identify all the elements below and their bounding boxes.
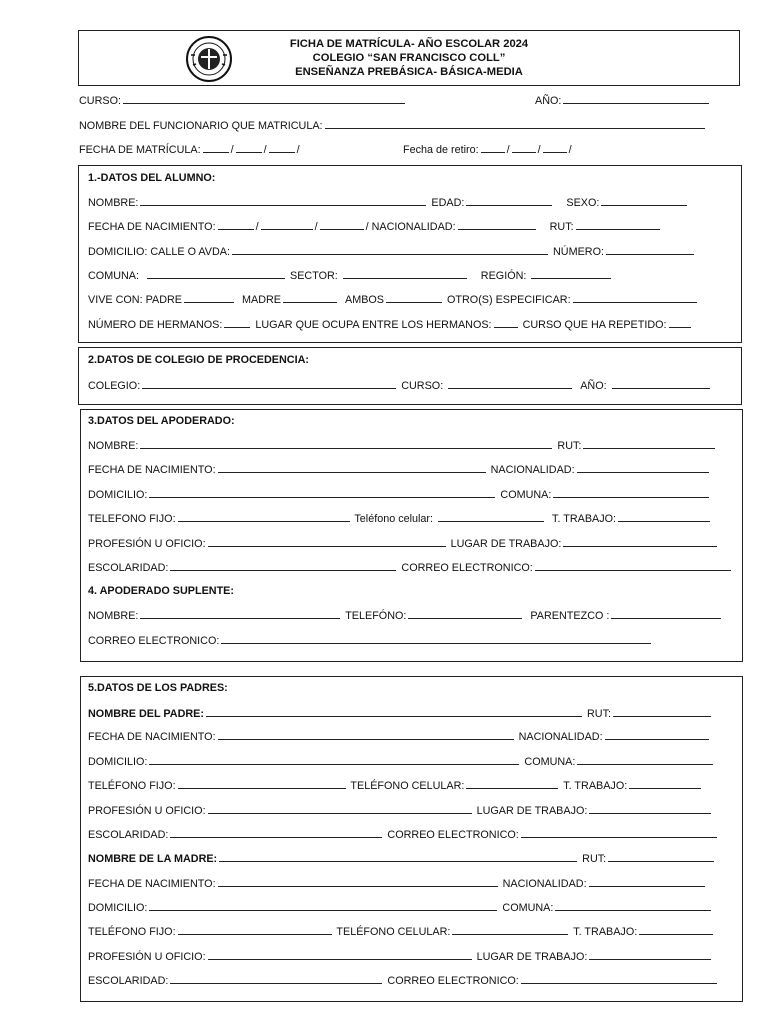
madre-nombre-field[interactable]	[219, 852, 577, 862]
apoderado-telefono-row	[88, 512, 712, 526]
madre-nombre-label: NOMBRE DE LA MADRE:	[88, 853, 218, 865]
apoderado-rut-field[interactable]	[583, 439, 715, 449]
apoderado-domicilio-field[interactable]	[149, 488, 495, 498]
fecha-matricula-day-field[interactable]	[203, 143, 229, 153]
apoderado-nombre-field[interactable]	[140, 439, 552, 449]
padre-escolaridad-row	[88, 828, 719, 842]
madre-correo-field[interactable]	[521, 974, 717, 984]
apoderado-tel-celular-field[interactable]	[438, 512, 544, 522]
madre-telefono-row	[88, 925, 715, 939]
padre-domicilio-field[interactable]	[149, 755, 519, 765]
apoderado-escolaridad-field[interactable]	[170, 561, 396, 571]
padre-fecha-nac-label: FECHA DE NACIMIENTO:	[88, 731, 216, 743]
suplente-row	[88, 609, 723, 623]
madre-escolaridad-field[interactable]	[170, 974, 382, 984]
padre-tel-fijo-field[interactable]	[178, 779, 346, 789]
anio-field[interactable]	[563, 94, 709, 104]
padre-fecha-nac-field[interactable]	[218, 730, 514, 740]
procedencia-anio-field[interactable]	[612, 379, 710, 389]
alumno-otros-field[interactable]	[573, 293, 697, 303]
procedencia-colegio-label: COLEGIO:	[88, 380, 141, 392]
padre-fecha-nac-row	[88, 730, 711, 744]
title-line-1: FICHA DE MATRÍCULA- AÑO ESCOLAR 2024	[289, 38, 529, 50]
procedencia-curso-field[interactable]	[448, 379, 572, 389]
apoderado-domicilio-label: DOMICILIO:	[88, 489, 148, 501]
apoderado-t-trabajo-field[interactable]	[618, 512, 710, 522]
alumno-nombre-row	[88, 196, 689, 210]
madre-tel-fijo-field[interactable]	[178, 925, 332, 935]
apoderado-nacionalidad-label: NACIONALIDAD:	[490, 464, 575, 476]
madre-profesion-field[interactable]	[208, 950, 472, 960]
padre-t-trabajo-field[interactable]	[629, 779, 701, 789]
padre-tel-celular-label: TELÉFONO CELULAR:	[350, 780, 465, 792]
alumno-sector-field[interactable]	[343, 269, 467, 279]
padre-escolaridad-field[interactable]	[170, 828, 382, 838]
alumno-fecha-nac-day-field[interactable]	[218, 220, 254, 230]
alumno-fecha-nac-year-field[interactable]	[320, 220, 364, 230]
madre-correo-label: CORREO ELECTRONICO:	[387, 975, 519, 987]
alumno-nombre-label: NOMBRE:	[88, 197, 139, 209]
curso-row	[79, 94, 407, 108]
padre-comuna-field[interactable]	[577, 755, 713, 765]
funcionario-label: NOMBRE DEL FUNCIONARIO QUE MATRICULA:	[79, 120, 323, 132]
apoderado-nacionalidad-field[interactable]	[577, 463, 709, 473]
apoderado-correo-label: CORREO ELECTRONICO:	[401, 562, 533, 574]
suplente-telefono-label: TELEFÓNO:	[345, 610, 407, 622]
padre-tel-fijo-label: TELÉFONO FIJO:	[88, 780, 176, 792]
padre-nombre-row	[88, 707, 713, 721]
madre-tel-celular-label: TELÉFONO CELULAR:	[336, 926, 451, 938]
apoderado-profesion-field[interactable]	[208, 537, 446, 547]
padre-nacionalidad-label: NACIONALIDAD:	[518, 731, 603, 743]
alumno-section-title: 1.-DATOS DEL ALUMNO:	[88, 172, 216, 184]
alumno-lugar-hermanos-label: LUGAR QUE OCUPA ENTRE LOS HERMANOS:	[255, 319, 492, 331]
alumno-fecha-nac-month-field[interactable]	[261, 220, 313, 230]
padre-nombre-label: NOMBRE DEL PADRE:	[88, 708, 204, 720]
padre-comuna-label: COMUNA:	[524, 756, 576, 768]
apoderado-fecha-nac-field[interactable]	[218, 463, 486, 473]
school-seal-icon	[183, 35, 235, 83]
madre-domicilio-row	[88, 901, 713, 915]
apoderado-profesion-label: PROFESIÓN U OFICIO:	[88, 538, 206, 550]
apoderado-escolaridad-label: ESCOLARIDAD:	[88, 562, 169, 574]
alumno-nacionalidad-field[interactable]	[458, 220, 536, 230]
apoderado-t-trabajo-label: T. TRABAJO:	[552, 513, 617, 525]
apoderado-fecha-nac-label: FECHA DE NACIMIENTO:	[88, 464, 216, 476]
apoderado-lugar-trabajo-label: LUGAR DE TRABAJO:	[450, 538, 562, 550]
madre-nombre-row	[88, 852, 716, 866]
fecha-retiro-year-field[interactable]	[543, 143, 567, 153]
alumno-lugar-hermanos-field[interactable]	[494, 318, 518, 328]
curso-label: CURSO:	[79, 95, 121, 107]
padre-nombre-field[interactable]	[206, 707, 582, 717]
suplente-correo-field[interactable]	[221, 634, 651, 644]
alumno-sexo-label: SEXO:	[566, 197, 600, 209]
apoderado-fecha-nac-row	[88, 463, 711, 477]
padre-rut-field[interactable]	[613, 707, 711, 717]
padre-profesion-label: PROFESIÓN U OFICIO:	[88, 805, 206, 817]
alumno-vive-con-row	[88, 293, 699, 307]
procedencia-row	[88, 379, 712, 393]
alumno-comuna-label: COMUNA:	[88, 270, 139, 282]
apoderado-nombre-label: NOMBRE:	[88, 440, 139, 452]
suplente-parentezco-field[interactable]	[611, 609, 721, 619]
apoderado-tel-celular-label: Teléfono celular:	[354, 513, 434, 525]
suplente-telefono-field[interactable]	[408, 609, 522, 619]
alumno-madre-label: MADRE	[242, 294, 281, 306]
madre-nacionalidad-field[interactable]	[589, 877, 705, 887]
padre-tel-celular-field[interactable]	[466, 779, 558, 789]
alumno-ambos-field[interactable]	[386, 293, 442, 303]
madre-t-trabajo-field[interactable]	[639, 925, 713, 935]
alumno-comuna-field[interactable]	[147, 269, 285, 279]
padre-correo-field[interactable]	[521, 828, 717, 838]
suplente-nombre-label: NOMBRE:	[88, 610, 139, 622]
anio-label: AÑO:	[535, 95, 562, 107]
anio-row	[535, 94, 711, 108]
alumno-region-field[interactable]	[531, 269, 611, 279]
apoderado-tel-fijo-field[interactable]	[178, 512, 350, 522]
alumno-domicilio-field[interactable]	[232, 245, 548, 255]
madre-profesion-label: PROFESIÓN U OFICIO:	[88, 951, 206, 963]
fecha-matricula-row: FECHA DE MATRÍCULA: / / /	[79, 144, 300, 156]
alumno-num-hermanos-field[interactable]	[224, 318, 250, 328]
madre-escolaridad-row	[88, 974, 719, 988]
alumno-rut-label: RUT:	[549, 221, 574, 233]
form-header	[78, 30, 740, 86]
padre-lugar-trabajo-field[interactable]	[589, 804, 711, 814]
madre-comuna-label: COMUNA:	[502, 902, 554, 914]
apoderado-comuna-field[interactable]	[553, 488, 709, 498]
padres-section-title: 5.DATOS DE LOS PADRES:	[88, 682, 228, 694]
madre-fecha-nac-field[interactable]	[218, 877, 498, 887]
alumno-nombre-field[interactable]	[140, 196, 426, 206]
madre-fecha-nac-label: FECHA DE NACIMIENTO:	[88, 878, 216, 890]
padre-domicilio-label: DOMICILIO:	[88, 756, 148, 768]
madre-lugar-trabajo-label: LUGAR DE TRABAJO:	[476, 951, 588, 963]
apoderado-tel-fijo-label: TELEFONO FIJO:	[88, 513, 176, 525]
alumno-edad-field[interactable]	[466, 196, 552, 206]
madre-tel-celular-field[interactable]	[452, 925, 568, 935]
funcionario-row	[79, 119, 707, 133]
alumno-numero-field[interactable]	[606, 245, 694, 255]
alumno-domicilio-label: DOMICILIO: CALLE O AVDA:	[88, 246, 230, 258]
fecha-matricula-month-field[interactable]	[236, 143, 262, 153]
alumno-rut-field[interactable]	[576, 220, 660, 230]
alumno-domicilio-row	[88, 245, 696, 259]
fecha-retiro-month-field[interactable]	[512, 143, 536, 153]
alumno-num-hermanos-label: NÚMERO DE HERMANOS:	[88, 319, 223, 331]
alumno-fecha-nac-label: FECHA DE NACIMIENTO:	[88, 221, 216, 233]
madre-lugar-trabajo-field[interactable]	[589, 950, 711, 960]
madre-comuna-field[interactable]	[555, 901, 711, 911]
suplente-nombre-field[interactable]	[140, 609, 340, 619]
padre-rut-label: RUT:	[586, 708, 611, 720]
madre-fecha-nac-row	[88, 877, 707, 891]
alumno-ambos-label: AMBOS	[345, 294, 384, 306]
suplente-correo-row	[88, 634, 653, 648]
fecha-retiro-label: Fecha de retiro:	[403, 144, 479, 156]
title-line-2: COLEGIO “SAN FRANCISCO COLL”	[312, 52, 506, 64]
curso-field[interactable]	[123, 94, 405, 104]
padre-telefono-row	[88, 779, 703, 793]
padre-profesion-field[interactable]	[208, 804, 472, 814]
madre-tel-fijo-label: TELÉFONO FIJO:	[88, 926, 176, 938]
alumno-fecha-nac-row: FECHA DE NACIMIENTO: / / / NACIONALIDAD: RUT:	[88, 220, 662, 234]
fecha-retiro-row: Fecha de retiro: / / /	[403, 144, 572, 156]
padre-nacionalidad-field[interactable]	[605, 730, 709, 740]
suplente-parentezco-label: PARENTEZCO :	[530, 610, 610, 622]
alumno-numero-label: NÚMERO:	[553, 246, 604, 258]
alumno-otros-label: OTRO(S) ESPECIFICAR:	[447, 294, 571, 306]
padre-correo-label: CORREO ELECTRONICO:	[387, 829, 519, 841]
apoderado-escolaridad-row	[88, 561, 733, 575]
apoderado-comuna-label: COMUNA:	[500, 489, 552, 501]
madre-rut-field[interactable]	[608, 852, 714, 862]
suplente-correo-label: CORREO ELECTRONICO:	[88, 635, 220, 647]
apoderado-nombre-row	[88, 439, 717, 453]
alumno-hermanos-row	[88, 318, 693, 332]
form-title	[259, 37, 559, 79]
alumno-curso-repetido-field[interactable]	[669, 318, 691, 328]
apoderado-domicilio-row	[88, 488, 711, 502]
apoderado-correo-field[interactable]	[535, 561, 731, 571]
madre-nacionalidad-label: NACIONALIDAD:	[502, 878, 587, 890]
procedencia-curso-label: CURSO:	[401, 380, 444, 392]
madre-rut-label: RUT:	[582, 853, 607, 865]
apoderado-section-title: 3.DATOS DEL APODERADO:	[88, 415, 235, 427]
procedencia-anio-label: AÑO:	[580, 380, 607, 392]
padre-escolaridad-label: ESCOLARIDAD:	[88, 829, 169, 841]
alumno-curso-repetido-label: CURSO QUE HA REPETIDO:	[522, 319, 667, 331]
apoderado-lugar-trabajo-field[interactable]	[563, 537, 717, 547]
funcionario-field[interactable]	[325, 119, 705, 129]
madre-domicilio-field[interactable]	[149, 901, 497, 911]
madre-t-trabajo-label: T. TRABAJO:	[573, 926, 638, 938]
alumno-padre-field[interactable]	[184, 293, 234, 303]
procedencia-section-title: 2.DATOS DE COLEGIO DE PROCEDENCIA:	[88, 354, 309, 366]
alumno-sector-label: SECTOR:	[290, 270, 338, 282]
madre-domicilio-label: DOMICILIO:	[88, 902, 148, 914]
alumno-sexo-field[interactable]	[601, 196, 687, 206]
fecha-matricula-year-field[interactable]	[269, 143, 295, 153]
title-line-3: ENSEÑANZA PREBÁSICA- BÁSICA-MEDIA	[295, 66, 523, 78]
fecha-retiro-day-field[interactable]	[481, 143, 505, 153]
suplente-section-title: 4. APODERADO SUPLENTE:	[88, 585, 234, 597]
alumno-comuna-row	[88, 269, 613, 283]
madre-escolaridad-label: ESCOLARIDAD:	[88, 975, 169, 987]
alumno-region-label: REGIÓN:	[480, 270, 527, 282]
alumno-edad-label: EDAD:	[431, 197, 465, 209]
apoderado-rut-label: RUT:	[557, 440, 582, 452]
padre-domicilio-row	[88, 755, 715, 769]
alumno-madre-field[interactable]	[283, 293, 337, 303]
madre-profesion-row	[88, 950, 713, 964]
alumno-vive-con-label: VIVE CON: PADRE	[88, 294, 182, 306]
padre-lugar-trabajo-label: LUGAR DE TRABAJO:	[476, 805, 588, 817]
apoderado-profesion-row	[88, 537, 719, 551]
fecha-matricula-label: FECHA DE MATRÍCULA:	[79, 144, 201, 156]
padre-t-trabajo-label: T. TRABAJO:	[563, 780, 628, 792]
procedencia-colegio-field[interactable]	[142, 379, 396, 389]
padre-profesion-row	[88, 804, 713, 818]
alumno-nacionalidad-label: NACIONALIDAD:	[371, 221, 456, 233]
